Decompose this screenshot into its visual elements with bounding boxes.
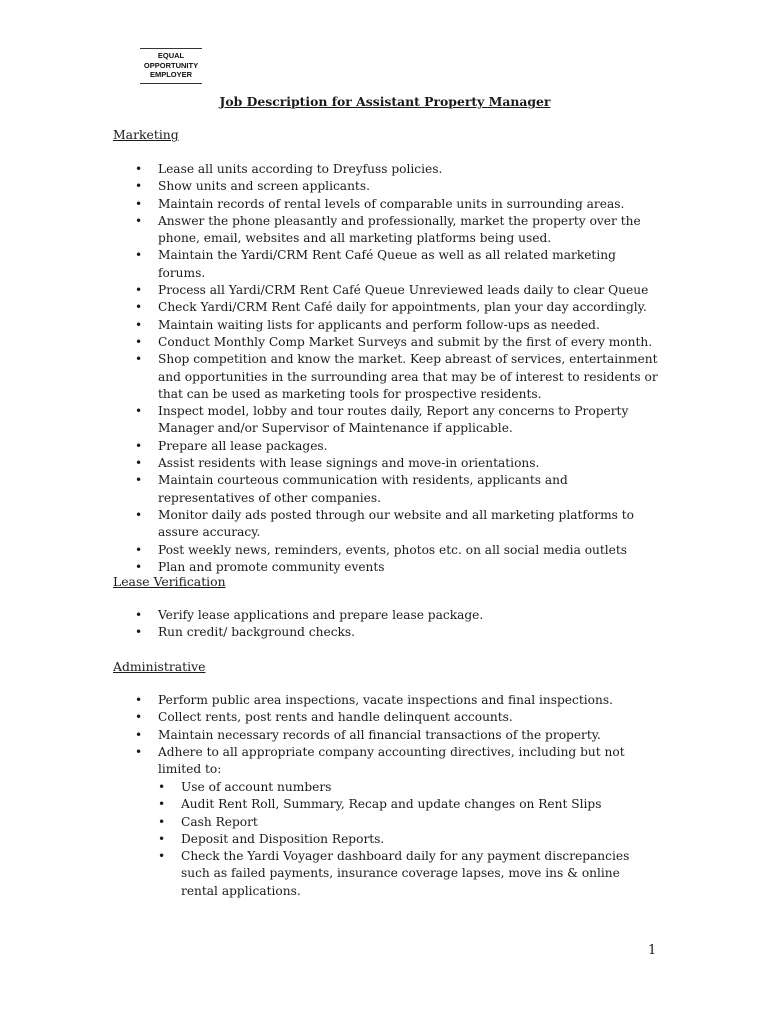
list-item: • Perform public area inspections, vacate inspections and final inspections. bbox=[0, 692, 658, 709]
list-item: • Maintain the Yardi/CRM Rent Café Queue as well as all related marketing forums. bbox=[0, 247, 658, 282]
marketing-list bbox=[0, 161, 658, 576]
list-item: • Maintain waiting lists for applicants and perform follow-ups as needed. bbox=[0, 317, 658, 334]
list-item: • Shop competition and know the market. Keep abreast of services, entertainment and opportunities in the surrounding area that may be of interest to residents or that can be used as marketing tools for prospective residents. bbox=[0, 351, 658, 403]
list-item: • Use of account numbers bbox=[0, 779, 658, 796]
list-item: • Monitor daily ads posted through our website and all marketing platforms to assure accuracy. bbox=[0, 507, 658, 542]
list-item: • Post weekly news, reminders, events, photos etc. on all social media outlets bbox=[0, 542, 658, 559]
list-item: • Show units and screen applicants. bbox=[0, 178, 658, 195]
page-title: Job Description for Assistant Property Manager bbox=[219, 94, 551, 109]
logo-line-1: EQUAL bbox=[157, 51, 185, 60]
equal-opportunity-employer-logo bbox=[140, 48, 202, 84]
list-item: • Deposit and Disposition Reports. bbox=[0, 831, 658, 848]
list-item: • Collect rents, post rents and handle delinquent accounts. bbox=[0, 709, 658, 726]
logo-line-2: OPPORTUNITY bbox=[143, 60, 199, 70]
list-item: • Check Yardi/CRM Rent Café daily for appointments, plan your day accordingly. bbox=[0, 299, 658, 316]
list-item: • Cash Report bbox=[0, 814, 658, 831]
list-item: • Conduct Monthly Comp Market Surveys and submit by the first of every month. bbox=[0, 334, 658, 351]
list-item: • Verify lease applications and prepare lease package. bbox=[0, 607, 658, 624]
list-item: • Answer the phone pleasantly and professionally, market the property over the phone, email, websites and all marketing platforms being used. bbox=[0, 213, 658, 248]
list-item: • Check the Yardi Voyager dashboard daily for any payment discrepancies such as failed payments, insurance coverage lapses, move ins & online rental applications. bbox=[0, 848, 658, 900]
administrative-list bbox=[0, 692, 658, 778]
accounting-directives-sublist bbox=[0, 779, 658, 900]
list-item: • Maintain records of rental levels of comparable units in surrounding areas. bbox=[0, 196, 658, 213]
list-item: • Maintain necessary records of all financial transactions of the property. bbox=[0, 727, 658, 744]
list-item: • Adhere to all appropriate company accounting directives, including but not limited to: bbox=[0, 744, 658, 779]
list-item: • Assist residents with lease signings and move-in orientations. bbox=[0, 455, 658, 472]
administrative-heading: Administrative bbox=[113, 659, 206, 674]
marketing-heading: Marketing bbox=[113, 127, 179, 142]
list-item: • Plan and promote community events bbox=[0, 559, 658, 576]
list-item: • Process all Yardi/CRM Rent Café Queue Unreviewed leads daily to clear Queue bbox=[0, 282, 658, 299]
list-item: • Inspect model, lobby and tour routes daily, Report any concerns to Property Manager and/or Supervisor of Maintenance if applicable. bbox=[0, 403, 658, 438]
page-number: 1 bbox=[648, 943, 657, 958]
list-item: • Maintain courteous communication with residents, applicants and representatives of other companies. bbox=[0, 472, 658, 507]
list-item: • Run credit/ background checks. bbox=[0, 624, 658, 641]
lease-verification-list bbox=[0, 607, 658, 642]
logo-line-3: EMPLOYER bbox=[149, 70, 193, 79]
list-item: • Lease all units according to Dreyfuss policies. bbox=[0, 161, 658, 178]
list-item: • Prepare all lease packages. bbox=[0, 438, 658, 455]
list-item: • Audit Rent Roll, Summary, Recap and update changes on Rent Slips bbox=[0, 796, 658, 813]
lease-verification-heading: Lease Verification bbox=[113, 574, 226, 589]
